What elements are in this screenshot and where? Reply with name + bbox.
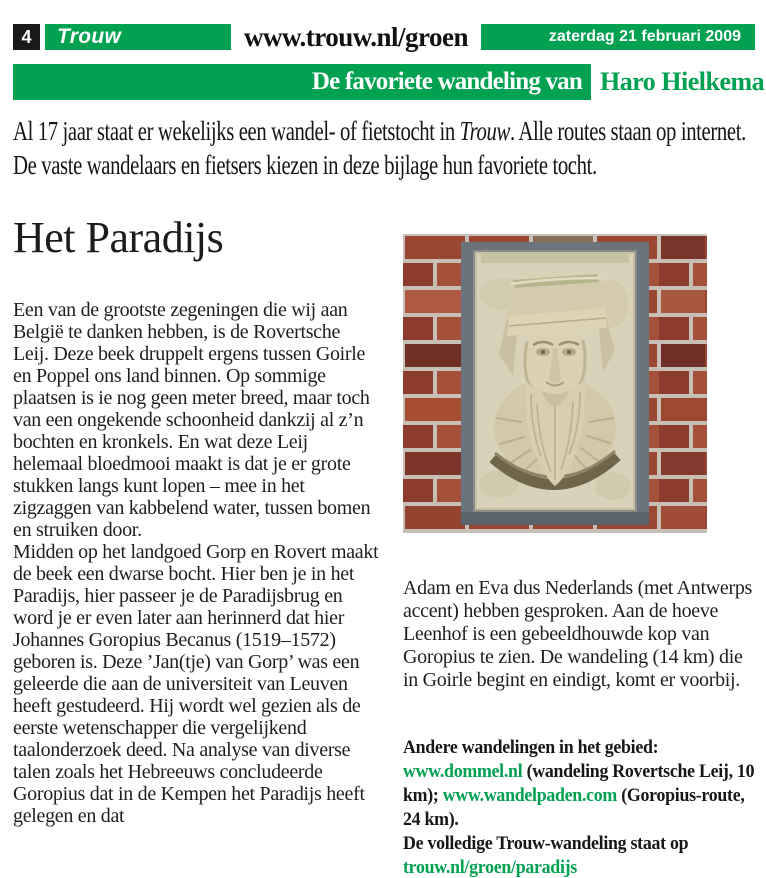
dommel-link[interactable]: www.dommel.nl: [403, 761, 523, 782]
wandelpaden-link[interactable]: www.wandelpaden.com: [442, 785, 618, 806]
page-number: 4: [13, 24, 40, 50]
article-headline: Het Paradijs: [13, 213, 224, 262]
brand-bar: [45, 24, 231, 50]
full-walk-text: De volledige Trouw-wandeling staat op: [403, 833, 689, 854]
intro-text-end: . Alle routes staan op internet. De vaste wandelaars en fietsers kiezen in deze bijlage hun favoriete tocht.: [13, 116, 746, 180]
related-walks-heading: Andere wandelingen in het gebied:: [403, 737, 659, 758]
goropius-relief-photo: [403, 234, 707, 533]
article-paragraph: Adam en Eva dus Nederlands (met Antwerps accent) hebben gesproken. Aan de hoeve Leenhof is een gebeeldhouwde kop van Goropius te zien. De wandeling (14 km) die in Goirle begint en eindigt, komt er voorbij.: [403, 577, 753, 691]
article-paragraph: Een van de grootste zegeningen die wij aan België te danken hebben, is de Rovertsche Leij. Deze beek druppelt ergens tussen Goirle en Poppel ons land binnen. Op sommige plaatsen is ie nog geen meter breed, maar toch van een ongekende schoonheid dankzij al z’n bochten en kronkels. En wat deze Leij helemaal bloedmooi maakt is dat je er grote stukken langs kunt lopen – mee in het zigzaggen van kabbelend water, tussen bomen en struiken door.: [13, 299, 371, 541]
article-column-right: [403, 577, 757, 692]
trouw-logo: Trouw: [57, 25, 122, 48]
brick-wall-illustration: [403, 234, 707, 533]
author-name: Haro Hielkema: [591, 64, 755, 100]
intro-paragraph: [13, 114, 758, 182]
intro-brand-italic: Trouw: [459, 116, 510, 146]
series-title: De favoriete wandeling van: [13, 64, 591, 100]
series-bar: [13, 64, 765, 100]
section-url: www.trouw.nl/groen: [243, 22, 469, 52]
page-header: [13, 24, 755, 50]
article-paragraph: Midden op het landgoed Gorp en Rovert maakt de beek een dwarse bocht. Hier ben je in het Paradijs, hier passeer je de Paradijsbrug en word je er even later aan herinnerd dat hier Johannes Goropius Becanus (1519–1572) geboren is. Deze ’Jan(tje) van Gorp’ was een geleerde die aan de universiteit van Leuven heeft gestudeerd. Hij wordt wel gezien als de eerste wetenschapper die vergelijkend taalonderzoek deed. Na analyse van diverse talen zoals het Hebreeuws concludeerde Goropius dat in de Kempen het Paradijs heeft gelegen en dat: [13, 541, 379, 827]
related-walks-body: [403, 760, 759, 832]
issue-date: zaterdag 21 februari 2009: [481, 24, 755, 50]
article-column-left: [13, 299, 380, 827]
link1-note: (wandeling Rovertsche Leij, 10 km);: [403, 761, 755, 806]
trouw-groen-paradijs-link[interactable]: trouw.nl/groen/paradijs: [403, 857, 577, 878]
link2-note: (Goropius-route, 24 km).: [403, 785, 745, 830]
related-links-block: [403, 736, 759, 878]
intro-text-start: Al 17 jaar staat er wekelijks een wandel- of fietstocht in: [13, 116, 460, 146]
